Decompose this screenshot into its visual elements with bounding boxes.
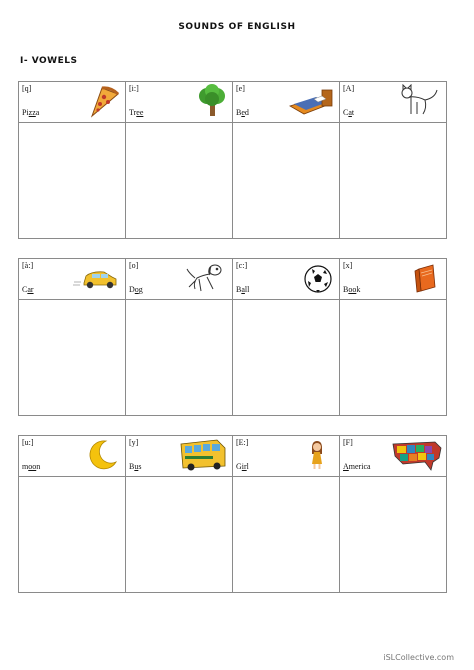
example-word: America [343,462,371,471]
writing-box[interactable] [126,477,233,593]
vowel-cell-america [340,436,447,477]
girl-icon [284,438,336,472]
example-word: Cat [343,108,355,117]
example-word: Pizza [22,108,40,117]
vowel-cell-moon [19,436,126,477]
dog-icon [177,261,229,295]
car-icon [70,261,122,295]
section-heading: I- VOWELS [20,56,78,66]
vowel-cell-cat [340,82,447,123]
phonetic-symbol: [c:] [236,261,248,270]
phonetic-symbol: [e] [236,84,245,93]
writing-box[interactable] [19,123,126,239]
example-word: Tree [129,108,144,117]
vowel-table-1 [18,81,447,239]
pizza-icon [70,84,122,118]
example-word: Girl [236,462,249,471]
phonetic-symbol: [o] [129,261,139,270]
vowel-cell-pizza [19,82,126,123]
phonetic-symbol: [à:] [22,261,34,270]
writing-box[interactable] [126,300,233,416]
writing-box[interactable] [233,300,340,416]
book-icon [391,261,443,295]
example-word: moon [22,462,41,471]
example-word: Dog [129,285,143,294]
writing-box[interactable] [340,123,447,239]
phonetic-symbol: [x] [343,261,353,270]
writing-box[interactable] [233,123,340,239]
vowel-cell-girl [233,436,340,477]
vowel-cell-bed [233,82,340,123]
vowel-cell-book [340,259,447,300]
watermark: iSLCollective.com [383,653,454,662]
tree-icon [177,84,229,118]
example-word: Bus [129,462,142,471]
vowel-cell-ball [233,259,340,300]
phonetic-symbol: [q] [22,84,32,93]
writing-box[interactable] [340,300,447,416]
soccer-ball-icon [284,261,336,295]
phonetic-symbol: [F] [343,438,353,447]
vowel-table-3 [18,435,447,593]
example-word: Ball [236,285,250,294]
example-word: Car [22,285,34,294]
cat-icon [391,84,443,118]
writing-box[interactable] [340,477,447,593]
vowel-table-2 [18,258,447,416]
vowel-cell-bus [126,436,233,477]
phonetic-symbol: [A] [343,84,355,93]
phonetic-symbol: [E:] [236,438,249,447]
writing-box[interactable] [233,477,340,593]
writing-box[interactable] [19,300,126,416]
phonetic-symbol: [i:] [129,84,139,93]
example-word: Book [343,285,361,294]
phonetic-symbol: [u:] [22,438,34,447]
writing-box[interactable] [126,123,233,239]
vowel-cell-dog [126,259,233,300]
school-bus-icon [177,438,229,472]
phonetic-symbol: [y] [129,438,139,447]
writing-box[interactable] [19,477,126,593]
worksheet-title: SOUNDS OF ENGLISH [178,22,296,32]
example-word: Bed [236,108,249,117]
vowel-cell-car [19,259,126,300]
moon-icon [70,438,122,472]
america-map-icon [391,438,443,472]
bed-icon [284,84,336,118]
vowel-cell-tree [126,82,233,123]
